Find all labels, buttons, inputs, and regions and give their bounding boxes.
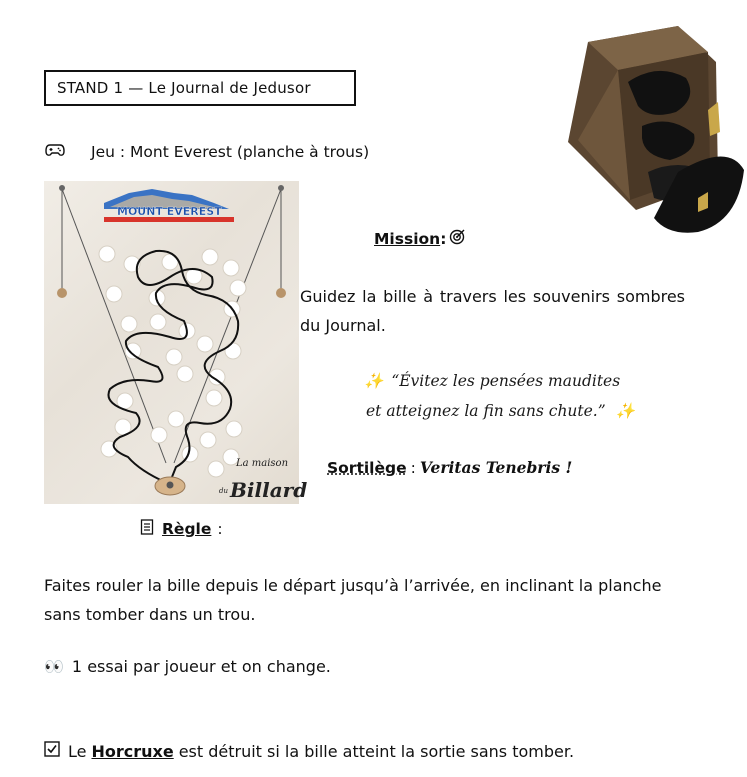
spell-colon: : xyxy=(410,459,416,477)
scroll-icon xyxy=(140,519,154,539)
final-prefix: Le xyxy=(68,741,87,761)
final-suffix: est détruit si la bille atteint la sortie sans tomber. xyxy=(178,741,575,761)
check-box-icon xyxy=(44,741,60,761)
quote-line-1: “Évitez les pensées maudites xyxy=(391,372,621,390)
game-label: Jeu : Mont Everest (planche à trous) xyxy=(91,143,370,161)
mission-text: Guidez la bille à travers les souvenirs sombres du Journal. xyxy=(300,287,685,335)
gamepad-icon xyxy=(45,143,65,161)
target-icon xyxy=(449,229,465,249)
sparkles-icon: ✨ xyxy=(364,372,384,390)
tries-text: 1 essai par joueur et on change. xyxy=(71,657,331,676)
final-keyword: Horcruxe xyxy=(91,741,174,761)
tries-line xyxy=(44,657,331,676)
rule-text: Faites rouler la bille depuis le départ jusqu’à l’arrivée, en inclinant la planche sans tomber dans un trou. xyxy=(44,576,662,624)
stand-title: STAND 1 — Le Journal de Jedusor xyxy=(57,79,311,97)
mission-heading xyxy=(374,229,465,249)
spell-value: Veritas Tenebris ! xyxy=(419,458,573,477)
board-brand-line1: La maison xyxy=(236,458,289,469)
game-line xyxy=(45,143,369,161)
spell-line xyxy=(327,458,572,477)
board-brand-du: du xyxy=(219,487,228,495)
board-brand-line2: Billard xyxy=(230,478,308,502)
burnt-diary-icon xyxy=(558,22,744,244)
mount-everest-board-image xyxy=(44,181,308,504)
eyes-icon: 👀 xyxy=(44,657,64,676)
rule-label: Règle xyxy=(162,520,212,538)
stand-title-box xyxy=(44,70,356,106)
final-line xyxy=(44,741,574,761)
mission-label: Mission xyxy=(374,230,441,248)
spell-label: Sortilège xyxy=(327,459,407,477)
rule-colon: : xyxy=(217,520,223,538)
quote-block xyxy=(364,366,635,426)
board-logo-text: MOUNT EVEREST xyxy=(117,205,222,218)
quote-line-2: et atteignez la fin sans chute.” xyxy=(366,402,606,420)
sparkles-icon: ✨ xyxy=(615,402,635,420)
rule-heading xyxy=(140,519,223,539)
mission-colon: : xyxy=(440,230,447,248)
